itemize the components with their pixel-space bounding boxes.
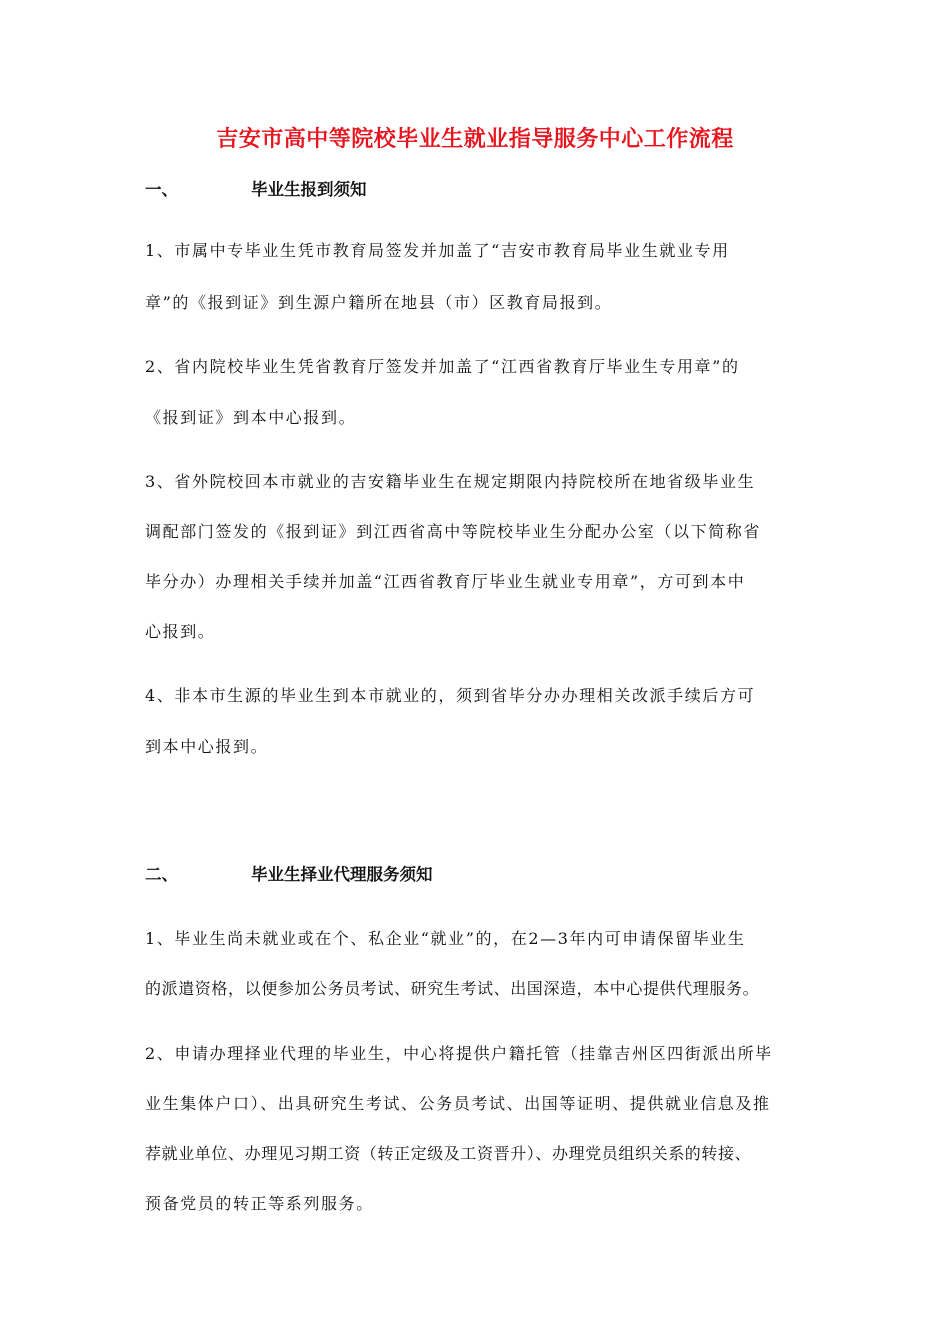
section-1-line: 2、省内院校毕业生凭省教育厅签发并加盖了“江西省教育厅毕业生专用章”的: [145, 357, 740, 376]
section-2-line: 预备党员的转正等系列服务。: [145, 1194, 374, 1213]
section-1-line: 调配部门签发的《报到证》到江西省高中等院校毕业生分配办公室（以下简称省: [145, 522, 762, 541]
section-1-line: 4、非本市生源的毕业生到本市就业的，须到省毕分办办理相关改派手续后方可: [145, 686, 756, 705]
section-2-line: 的派遣资格，以便参加公务员考试、研究生考试、出国深造，本中心提供代理服务。: [145, 979, 760, 998]
section-1-line: 1、市属中专毕业生凭市教育局签发并加盖了“吉安市教育局毕业生就业专用: [145, 241, 730, 260]
section-1-number: 一、: [145, 180, 178, 199]
section-1-heading: [145, 176, 367, 200]
section-1-line: 心报到。: [145, 622, 216, 641]
section-2-heading: [145, 861, 433, 885]
document-title: 吉安市高中等院校毕业生就业指导服务中心工作流程: [216, 127, 734, 152]
section-2-number: 二、: [145, 865, 178, 884]
section-1-line: 毕分办）办理相关手续并加盖“江西省教育厅毕业生就业专用章”，方可到本中: [145, 572, 746, 591]
section-2-title: 毕业生择业代理服务须知: [251, 865, 433, 884]
section-2-line: 1、毕业生尚未就业或在个、私企业“就业”的，在2—3年内可申请保留毕业生: [145, 929, 746, 948]
section-2-line: 荐就业单位、办理见习期工资（转正定级及工资晋升）、办理党员组织关系的转接、: [145, 1144, 752, 1163]
section-1-line: 章”的《报到证》到生源户籍所在地县（市）区教育局报到。: [145, 293, 613, 312]
section-1-line: 《报到证》到本中心报到。: [145, 408, 357, 427]
section-1-title: 毕业生报到须知: [251, 180, 367, 199]
section-2-line: 业生集体户口）、出具研究生考试、公务员考试、出国等证明、提供就业信息及推: [145, 1094, 771, 1113]
section-1-line: 到本中心报到。: [145, 737, 269, 756]
section-2-line: 2、申请办理择业代理的毕业生，中心将提供户籍托管（挂靠吉州区四街派出所毕: [145, 1044, 773, 1063]
section-1-line: 3、省外院校回本市就业的吉安籍毕业生在规定期限内持院校所在地省级毕业生: [145, 472, 756, 491]
